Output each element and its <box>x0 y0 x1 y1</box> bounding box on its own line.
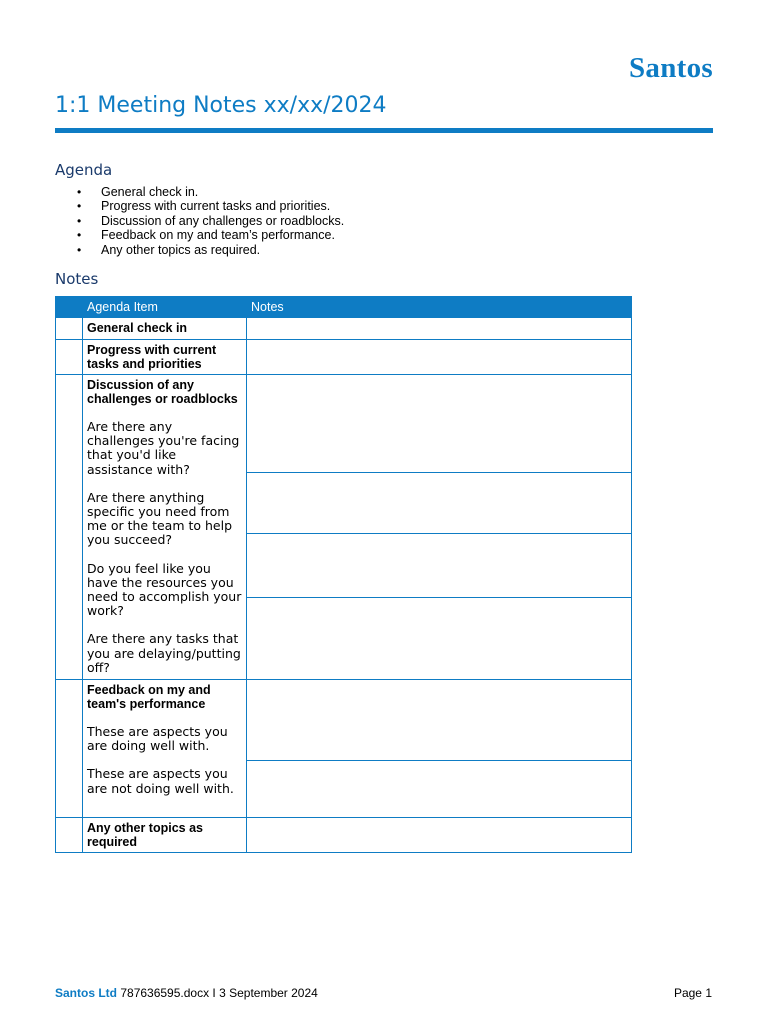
company-logo: Santos <box>629 52 713 84</box>
footer-document-info <box>55 986 318 1000</box>
table-row <box>56 318 632 340</box>
table-header-row <box>56 297 632 318</box>
prompt-question: These are aspects you are not doing well with. <box>87 766 234 796</box>
table-row <box>56 680 632 761</box>
prompt-question: Do you feel like you have the resources you need to accomplish your work? <box>87 560 242 619</box>
column-header-agenda-item: Agenda Item <box>83 297 247 318</box>
row-index-cell <box>56 340 83 375</box>
notes-cell[interactable] <box>247 318 632 340</box>
footer-page-number: Page 1 <box>673 986 712 1000</box>
agenda-item-cell <box>83 818 247 853</box>
column-header-notes: Notes <box>247 297 632 318</box>
notes-cell[interactable] <box>247 340 632 375</box>
prompt-question: Are there any challenges you're facing that you'd like assistance with? <box>87 419 240 477</box>
footer-doc-details: 787636595.docx I 3 September 2024 <box>120 986 318 1000</box>
prompt-question: Are there any tasks that you are delaying/putting off? <box>87 631 241 675</box>
agenda-item-cell <box>83 375 247 680</box>
notes-cell[interactable] <box>247 598 632 680</box>
notes-table <box>55 296 632 853</box>
agenda-item-title: Progress with current tasks and priorities <box>87 343 217 371</box>
prompt-question: Are there anything specific you need from me or the team to help you succeed? <box>87 489 233 548</box>
agenda-heading: Agenda <box>55 161 113 179</box>
header-blank-cell <box>56 297 83 318</box>
agenda-item-title: Feedback on my and team's performance <box>87 683 211 711</box>
agenda-item-title: Any other topics as required <box>87 821 203 849</box>
footer-company: Santos Ltd <box>55 986 117 1000</box>
prompt-question: These are aspects you are doing well with. <box>87 724 228 754</box>
notes-cell[interactable] <box>247 473 632 534</box>
notes-cell[interactable] <box>247 761 632 818</box>
agenda-item-cell <box>83 680 247 818</box>
notes-cell[interactable] <box>247 375 632 473</box>
row-index-cell <box>56 318 83 340</box>
agenda-item-title: Discussion of any challenges or roadblocks <box>87 378 238 406</box>
table-row <box>56 340 632 375</box>
row-index-cell <box>56 680 83 818</box>
notes-cell[interactable] <box>247 534 632 598</box>
agenda-item: • Feedback on my and team’s performance. <box>55 228 344 242</box>
agenda-list <box>55 185 344 257</box>
agenda-item: • Progress with current tasks and priorities. <box>55 199 344 213</box>
agenda-item: • Any other topics as required. <box>55 243 344 257</box>
row-index-cell <box>56 818 83 853</box>
agenda-item-title: General check in <box>87 321 188 335</box>
table-row <box>56 375 632 473</box>
agenda-item-cell <box>83 318 247 340</box>
notes-cell[interactable] <box>247 818 632 853</box>
agenda-item: • Discussion of any challenges or roadblocks. <box>55 214 344 228</box>
title-divider <box>55 128 713 133</box>
page-title: 1:1 Meeting Notes xx/xx/2024 <box>55 93 387 118</box>
table-row <box>56 818 632 853</box>
notes-cell[interactable] <box>247 680 632 761</box>
notes-heading: Notes <box>55 270 99 288</box>
agenda-item: • General check in. <box>55 185 344 199</box>
agenda-item-cell <box>83 340 247 375</box>
row-index-cell <box>56 375 83 680</box>
